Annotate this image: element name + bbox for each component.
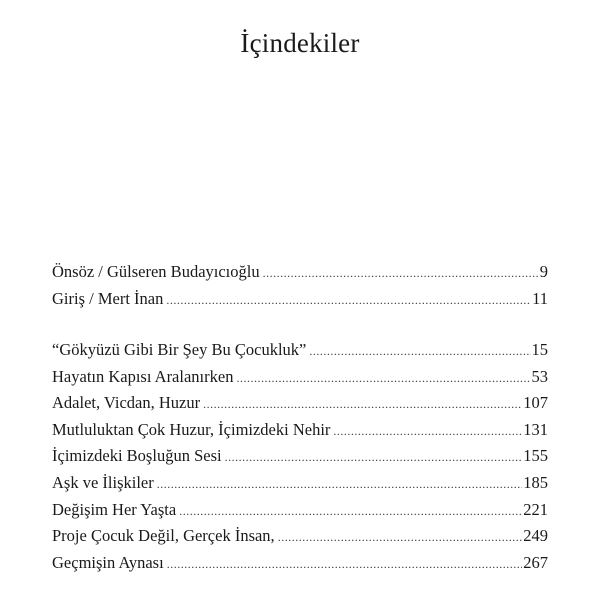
toc-entry[interactable] bbox=[52, 289, 548, 316]
page-title: İçindekiler bbox=[240, 28, 360, 58]
toc-entry-title: İçimizdeki Boşluğun Sesi bbox=[52, 446, 222, 466]
toc-entry-title: Önsöz / Gülseren Budayıcıoğlu bbox=[52, 262, 260, 281]
toc-entry[interactable] bbox=[52, 500, 548, 527]
toc-entry[interactable] bbox=[52, 367, 548, 394]
toc-entry-page: 131 bbox=[523, 419, 548, 439]
toc-entry-page: 221 bbox=[523, 499, 548, 519]
toc-entry-page: 15 bbox=[531, 340, 548, 359]
toc-entry-page: 107 bbox=[523, 393, 548, 413]
toc-leader-dots bbox=[309, 344, 530, 359]
toc-leader-dots bbox=[263, 266, 539, 281]
toc-entry-title: Değişim Her Yaşta bbox=[52, 499, 177, 519]
toc-leader-dots bbox=[179, 504, 522, 519]
toc-leader-dots bbox=[157, 477, 523, 492]
toc-entry-title: Geçmişin Aynası bbox=[52, 552, 164, 572]
toc-entry[interactable] bbox=[52, 526, 548, 553]
toc-entry-page: 267 bbox=[523, 552, 548, 572]
toc-entry[interactable] bbox=[52, 393, 548, 420]
toc-entry[interactable] bbox=[52, 553, 548, 580]
toc-leader-dots bbox=[203, 397, 522, 412]
toc-entry-page: 185 bbox=[523, 472, 548, 492]
toc-leader-dots bbox=[166, 293, 531, 308]
toc-leader-dots bbox=[278, 530, 523, 545]
toc-leader-dots bbox=[236, 371, 530, 386]
toc-entry[interactable] bbox=[52, 262, 548, 289]
toc-leader-dots bbox=[167, 557, 523, 572]
toc-entry-page: 9 bbox=[539, 262, 548, 281]
toc-entry[interactable] bbox=[52, 340, 548, 367]
toc-entry-page: 11 bbox=[532, 288, 548, 308]
toc-entry-page: 249 bbox=[523, 526, 548, 546]
toc-entry-title: Mutluluktan Çok Huzur, İçimizdeki Nehir bbox=[52, 419, 331, 439]
toc-front-matter bbox=[52, 262, 548, 315]
toc-entry-page: 155 bbox=[523, 446, 548, 466]
toc-entry[interactable] bbox=[52, 420, 548, 447]
toc-entry-title: Proje Çocuk Değil, Gerçek İnsan, bbox=[52, 526, 275, 546]
toc-entry-title: Aşk ve İlişkiler bbox=[52, 472, 154, 492]
toc-entry-title: Giriş / Mert İnan bbox=[52, 288, 164, 308]
toc-leader-dots bbox=[333, 424, 522, 439]
toc-leader-dots bbox=[225, 450, 523, 465]
toc-chapters bbox=[52, 340, 548, 579]
toc-entry-title: “Gökyüzü Gibi Bir Şey Bu Çocukluk” bbox=[52, 340, 307, 359]
toc-entry-page: 53 bbox=[531, 366, 548, 386]
toc-entry[interactable] bbox=[52, 446, 548, 473]
toc-entry-title: Adalet, Vicdan, Huzur bbox=[52, 393, 201, 413]
toc-entry[interactable] bbox=[52, 473, 548, 500]
toc-entry-title: Hayatın Kapısı Aralanırken bbox=[52, 366, 234, 386]
